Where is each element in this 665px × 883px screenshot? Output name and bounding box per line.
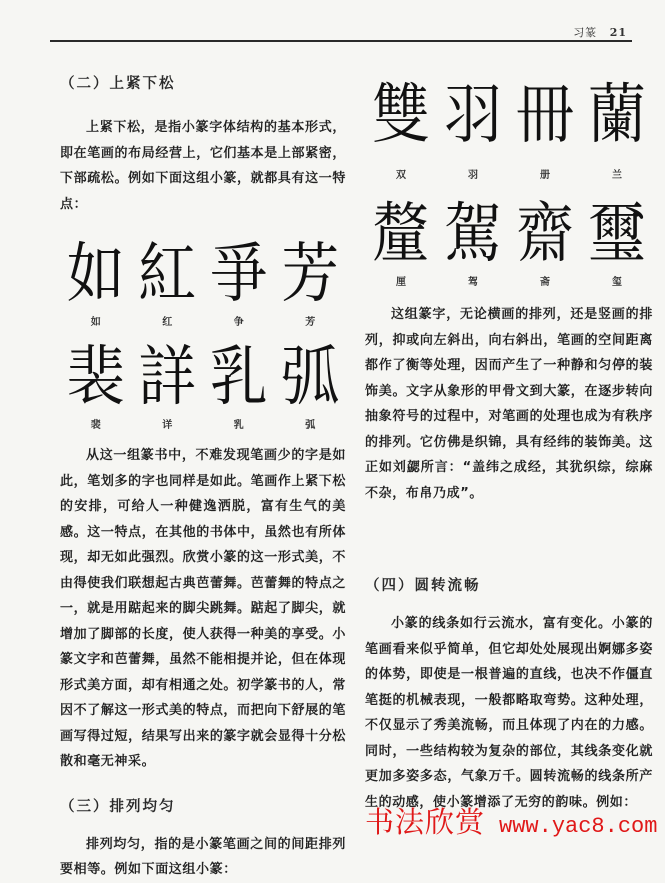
seal-caption: 驾 <box>468 277 478 288</box>
seal-caption: 裴 <box>90 420 101 431</box>
seal-glyph: 詳 <box>138 337 197 415</box>
running-head <box>573 24 627 40</box>
seal-example-row-1 <box>60 234 346 328</box>
seal-example <box>581 75 653 181</box>
seal-glyph: 裴 <box>66 337 125 415</box>
seal-glyph: 弧 <box>281 337 340 415</box>
seal-glyph: 雙 <box>371 75 430 153</box>
seal-example <box>581 194 653 288</box>
seal-example-row-4 <box>365 194 653 288</box>
seal-glyph: 齋 <box>515 194 574 272</box>
seal-example-row-2 <box>60 337 346 431</box>
seal-caption: 乳 <box>233 420 244 431</box>
seal-glyph: 乳 <box>209 337 268 415</box>
seal-caption: 芳 <box>305 317 316 328</box>
seal-example <box>365 194 437 288</box>
seal-glyph: 冊 <box>515 75 574 153</box>
seal-caption: 红 <box>162 317 173 328</box>
seal-caption: 兰 <box>612 170 622 181</box>
seal-glyph: 蘭 <box>587 75 646 153</box>
page-number: 21 <box>609 26 627 39</box>
seal-example <box>132 337 204 431</box>
seal-glyph: 羽 <box>443 75 502 153</box>
seal-glyph: 璽 <box>587 194 646 272</box>
seal-caption: 争 <box>233 317 244 328</box>
seal-example <box>437 194 509 288</box>
section-title-4: （四）圆转流畅 <box>365 578 481 594</box>
section-title-3: （三）排列均匀 <box>60 798 176 815</box>
seal-caption: 双 <box>396 170 406 181</box>
seal-example <box>60 337 132 431</box>
seal-example <box>509 75 581 181</box>
section2-paragraph-1: 上紧下松，是指小篆字体结构的基本形式，即在笔画的布局经营上，它们基本是上部紧密，下部疏松。例如下面这组小篆，就都具有这一特点： <box>60 120 346 212</box>
section2-paragraph-2: 从这一组篆书中，不难发现笔画少的字是如此，笔划多的字也同样是如此。笔画作上紧下松的安排，可给人一种健逸洒脱，富有生气的美感。这一特点，在其他的书体中，虽然也有所体现，却无如此强烈。欣赏小篆的这一形式美，不由得使我们联想起古典芭蕾舞。芭蕾舞的特点之一，就是用踮起来的脚尖跳舞。踮起了脚尖，就增加了脚部的长度，使人获得一种美的享受。小篆文字和芭蕾舞，虽然不能相提并论，但在体现形式美方面，却有相通之处。初学篆书的人，常因不了解这一形式美的特点，而把向下舒展的笔画写得过短，结果写出来的篆字就会显得十分松散和毫无神采。 <box>60 448 346 769</box>
seal-glyph: 爭 <box>209 234 268 312</box>
seal-caption: 羽 <box>468 170 478 181</box>
seal-example <box>365 75 437 181</box>
seal-caption: 斋 <box>540 277 550 288</box>
site-watermark <box>365 800 657 841</box>
seal-caption: 玺 <box>612 277 622 288</box>
right-column <box>365 75 653 815</box>
seal-example <box>132 234 204 328</box>
watermark-url: www.yac8.com <box>499 814 658 839</box>
left-column <box>60 72 346 883</box>
seal-example <box>60 234 132 328</box>
seal-caption: 厘 <box>396 277 406 288</box>
seal-example <box>437 75 509 181</box>
right-paragraph-1: 这组篆字，无论横画的排列，还是竖画的排列，抑或向左斜出，向右斜出，笔画的空间距离都作了衡等处理，因而产生了一种静和匀停的装饰美。文字从象形的甲骨文到大篆，在逐步转向抽象符号的过程中，对笔画的处理也成为有秩序的排列。它仿佛是织锦，具有经纬的装饰美。这正如刘勰所言：“盖纬之成经，其犹织综，综麻不杂，布帛乃成”。 <box>365 307 653 501</box>
seal-glyph: 芳 <box>281 234 340 312</box>
seal-caption: 如 <box>90 317 101 328</box>
section-title-2: （二）上紧下松 <box>60 76 176 92</box>
seal-example <box>275 337 347 431</box>
seal-example <box>509 194 581 288</box>
seal-example-row-3 <box>365 75 653 181</box>
seal-caption: 详 <box>162 420 173 431</box>
running-head-section: 习篆 <box>573 26 598 39</box>
seal-caption: 册 <box>540 170 550 181</box>
seal-glyph: 如 <box>66 234 125 312</box>
seal-example <box>203 234 275 328</box>
seal-caption: 弧 <box>305 420 316 431</box>
seal-example <box>275 234 347 328</box>
section4-paragraph-1: 小篆的线条如行云流水，富有变化。小篆的笔画看来似乎简单，但它却处处展现出婀娜多姿的体势，即使是一根普遍的直线，也决不作僵直笔挺的机械表现，一般都略取弯势。这种处理，不仅显示了秀美流畅，而且体现了内在的力感。同时，一些结构较为复杂的部位，其线条变化就更加多姿多态，气象万千。圆转流畅的线条所产生的动感，使小篆增添了无穷的韵味。例如： <box>365 616 653 810</box>
seal-glyph: 駕 <box>443 194 502 272</box>
seal-example <box>203 337 275 431</box>
seal-glyph: 釐 <box>371 194 430 272</box>
seal-glyph: 紅 <box>138 234 197 312</box>
header-rule <box>50 40 632 42</box>
watermark-text: 书法欣赏 <box>365 805 486 839</box>
section3-paragraph-1: 排列均匀，指的是小篆笔画之间的间距排列要相等。例如下面这组小篆： <box>60 836 346 877</box>
